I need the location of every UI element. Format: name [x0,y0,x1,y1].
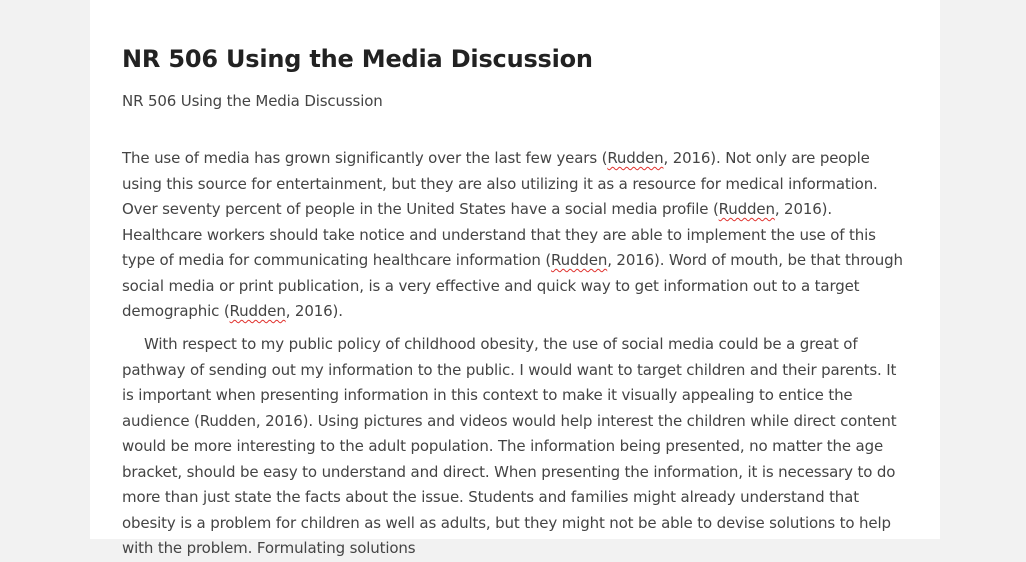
paragraph-1 [122,146,912,325]
paragraph-1-text: , 2016). Not only are people using this source for entertainment, but they are also utilizing it as a resource for medical information. Over seventy percent of people in the United States have a social media profile ( [122,149,878,218]
paragraph-1-text: The use of media has grown significantly over the last few years ( [122,149,608,167]
spellcheck-word: Rudden [551,251,608,269]
spellcheck-word: Rudden [607,149,664,167]
article-subtitle: NR 506 Using the Media Discussion [122,92,383,110]
spellcheck-word: Rudden [718,200,775,218]
paragraph-1-text: , 2016). Healthcare workers should take notice and understand that they are able to implement the use of this type of media for communicating healthcare information ( [122,200,876,269]
paragraph-2-text: With respect to my public policy of childhood obesity, the use of social media could be a great of pathway of sending out my information to the public. I would want to target children and their parents. It is important when presenting information in this context to make it visually appealing to entice the audience (Rudden, 2016). Using pictures and videos would help interest the children while direct content would be more interesting to the adult population. The information being presented, no matter the age bracket, should be easy to understand and direct. When presenting the information, it is necessary to do more than just state the facts about the issue. Students and families might already understand that obesity is a problem for children as well as adults, but they might not be able to devise solutions to help with the problem. Formulating solutions [122,335,897,557]
article-title: NR 506 Using the Media Discussion [122,45,593,73]
paragraph-2 [122,332,912,562]
paragraph-1-text: , 2016). Word of mouth, be that through social media or print publication, is a very effective and quick way to get information out to a target demographic ( [122,251,903,320]
paragraph-1-text: , 2016). [285,302,343,320]
spellcheck-word: Rudden [229,302,286,320]
article-page [90,0,940,557]
